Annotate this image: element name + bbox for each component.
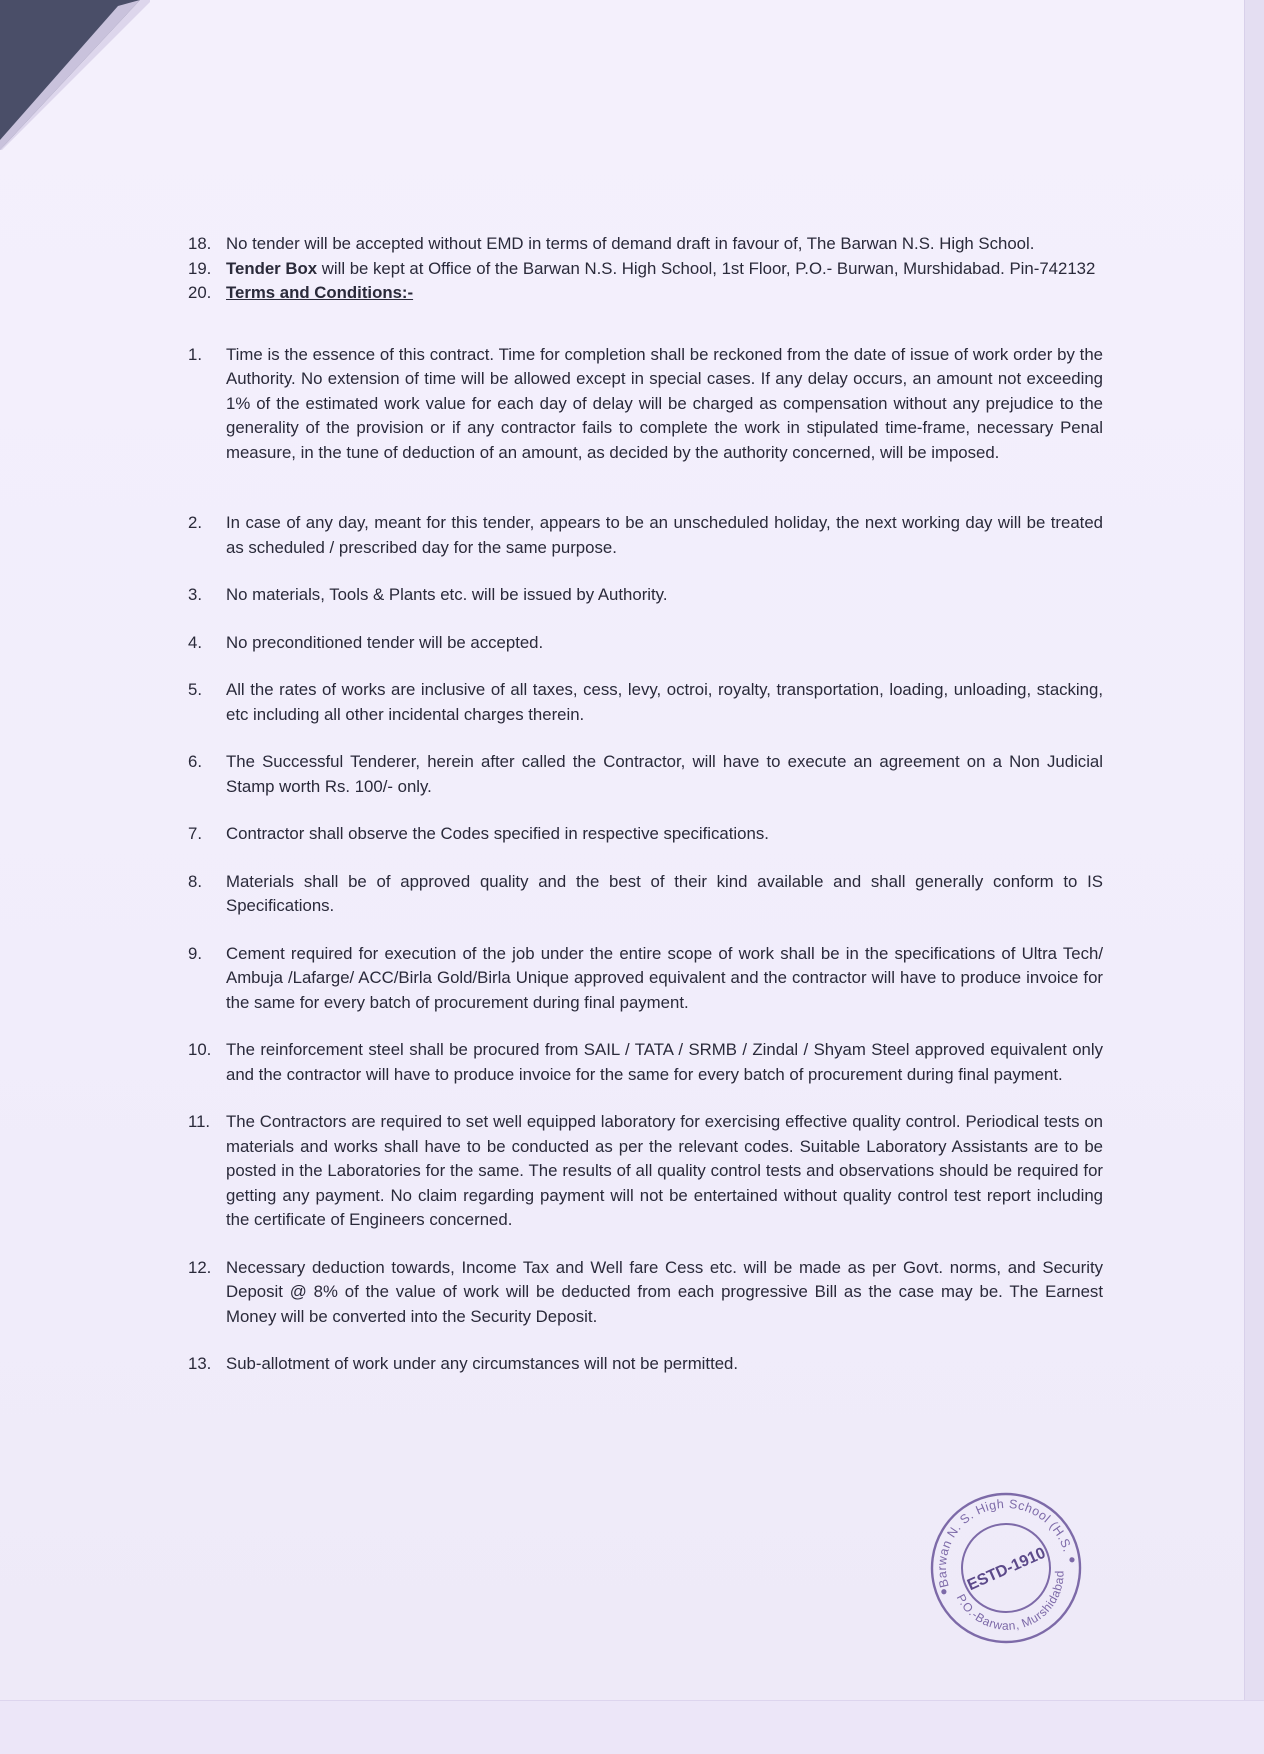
school-seal-stamp — [928, 1490, 1084, 1646]
term-4 — [188, 631, 1103, 656]
term-number: 12. — [188, 1257, 212, 1277]
header-item-19 — [188, 257, 1103, 282]
term-9 — [188, 942, 1103, 1016]
term-12 — [188, 1256, 1103, 1330]
scan-edge-right — [1244, 0, 1264, 1753]
item-number: 20. — [188, 283, 212, 302]
term-13 — [188, 1352, 1103, 1377]
term-11 — [188, 1110, 1103, 1233]
term-number: 9. — [188, 943, 202, 963]
folded-corner — [0, 0, 150, 150]
term-2 — [188, 511, 1103, 560]
item-number: 18. — [188, 234, 212, 253]
term-number: 8. — [188, 871, 202, 891]
term-text: Sub-allotment of work under any circumstances will not be permitted. — [226, 1354, 739, 1373]
term-text: Necessary deduction towards, Income Tax and Well fare Cess etc. will be made as per Govt. norms, and Security Deposit @ 8% of the value of work will be deducted from each progressive Bill as the case may be. The Earnest Money will be converted into the Security Deposit. — [226, 1257, 1103, 1326]
scan-edge-bottom — [0, 1700, 1264, 1754]
term-number: 5. — [188, 680, 202, 699]
term-number: 13. — [188, 1354, 212, 1373]
term-6 — [188, 750, 1103, 799]
term-10 — [188, 1038, 1103, 1087]
term-number: 4. — [188, 632, 202, 652]
term-text: No materials, Tools & Plants etc. will be issued by Authority. — [226, 585, 668, 604]
header-item-20 — [188, 281, 1103, 306]
term-number: 3. — [188, 585, 202, 604]
stamp-dot-left — [941, 1589, 947, 1595]
item-text-wrapper — [226, 257, 1103, 282]
tender-document-body — [188, 232, 1103, 1377]
term-3 — [188, 583, 1103, 608]
term-7 — [188, 822, 1103, 847]
term-text: The reinforcement steel shall be procured from SAIL / TATA / SRMB / Zindal / Shyam Steel approved equivalent only and the contractor will have to produce invoice for the same for every batch of procurement during final payment. — [226, 1040, 1103, 1084]
term-text: Materials shall be of approved quality and the best of their kind available and shall generally conform to IS Specifications. — [226, 871, 1103, 915]
term-number: 10. — [188, 1040, 212, 1059]
term-text: No preconditioned tender will be accepted. — [226, 632, 544, 652]
header-item-18 — [188, 232, 1103, 257]
stamp-center-text: ESTD-1910 — [964, 1544, 1049, 1595]
term-number: 1. — [188, 344, 202, 364]
term-number: 2. — [188, 513, 202, 532]
terms-heading: Terms and Conditions:- — [226, 283, 414, 302]
stamp-top-text: Barwan N. S. High School (H.S.) — [934, 1496, 1075, 1590]
stamp-dot-right — [1069, 1557, 1075, 1563]
term-text: The Contractors are required to set well equipped laboratory for exercising effective quality control. Periodical tests on materials and works shall have to be conducted as per the relevant codes. Suitable Laboratory Assistants are to be posted in the Laboratories for the same. The results of all quality control tests and observations should be required for getting any payment. No claim regarding payment will not be entertained without quality control test report including the certificate of Engineers concerned. — [226, 1112, 1103, 1229]
term-text: Cement required for execution of the job under the entire scope of work shall be in the specifications of Ultra Tech/ Ambuja /Lafarge/ ACC/Birla Gold/Birla Unique approved equivalent and the contractor will have to produce invoice for the same for every batch of procurement during final payment. — [226, 943, 1103, 1012]
tender-box-label: Tender Box — [226, 258, 318, 278]
term-number: 7. — [188, 824, 202, 843]
term-text: Contractor shall observe the Codes specified in respective specifications. — [226, 824, 769, 843]
term-text: All the rates of works are inclusive of all taxes, cess, levy, octroi, royalty, transportation, loading, unloading, stacking, etc including all other incidental charges therein. — [226, 680, 1103, 724]
item-text: will be kept at Office of the Barwan N.S. High School, 1st Floor, P.O.- Burwan, Murshidabad. Pin-742132 — [317, 258, 1096, 278]
term-5 — [188, 678, 1103, 727]
term-text: Time is the essence of this contract. Time for completion shall be reckoned from the date of issue of work order by the Authority. No extension of time will be allowed except in special cases. If any delay occurs, an amount not exceeding 1% of the estimated work value for each day of delay will be charged as compensation without any prejudice to the generality of the provision or if any contractor fails to complete the work in stipulated time-frame, necessary Penal measure, in the tune of deduction of an amount, as decided by the authority concerned, will be imposed. — [226, 344, 1103, 462]
stamp-bottom-text: P.O.-Barwan, Murshidabad — [953, 1570, 1067, 1633]
term-1 — [188, 343, 1103, 466]
term-number: 6. — [188, 752, 202, 771]
term-8 — [188, 870, 1103, 919]
term-number: 11. — [188, 1112, 211, 1131]
item-text: No tender will be accepted without EMD in terms of demand draft in favour of, The Barwan N.S. High School. — [226, 234, 1035, 253]
term-text: The Successful Tenderer, herein after called the Contractor, will have to execute an agreement on a Non Judicial Stamp worth Rs. 100/- only. — [226, 752, 1103, 796]
item-number: 19. — [188, 258, 212, 278]
term-text: In case of any day, meant for this tender, appears to be an unscheduled holiday, the next working day will be treated as scheduled / prescribed day for the same purpose. — [226, 513, 1103, 557]
